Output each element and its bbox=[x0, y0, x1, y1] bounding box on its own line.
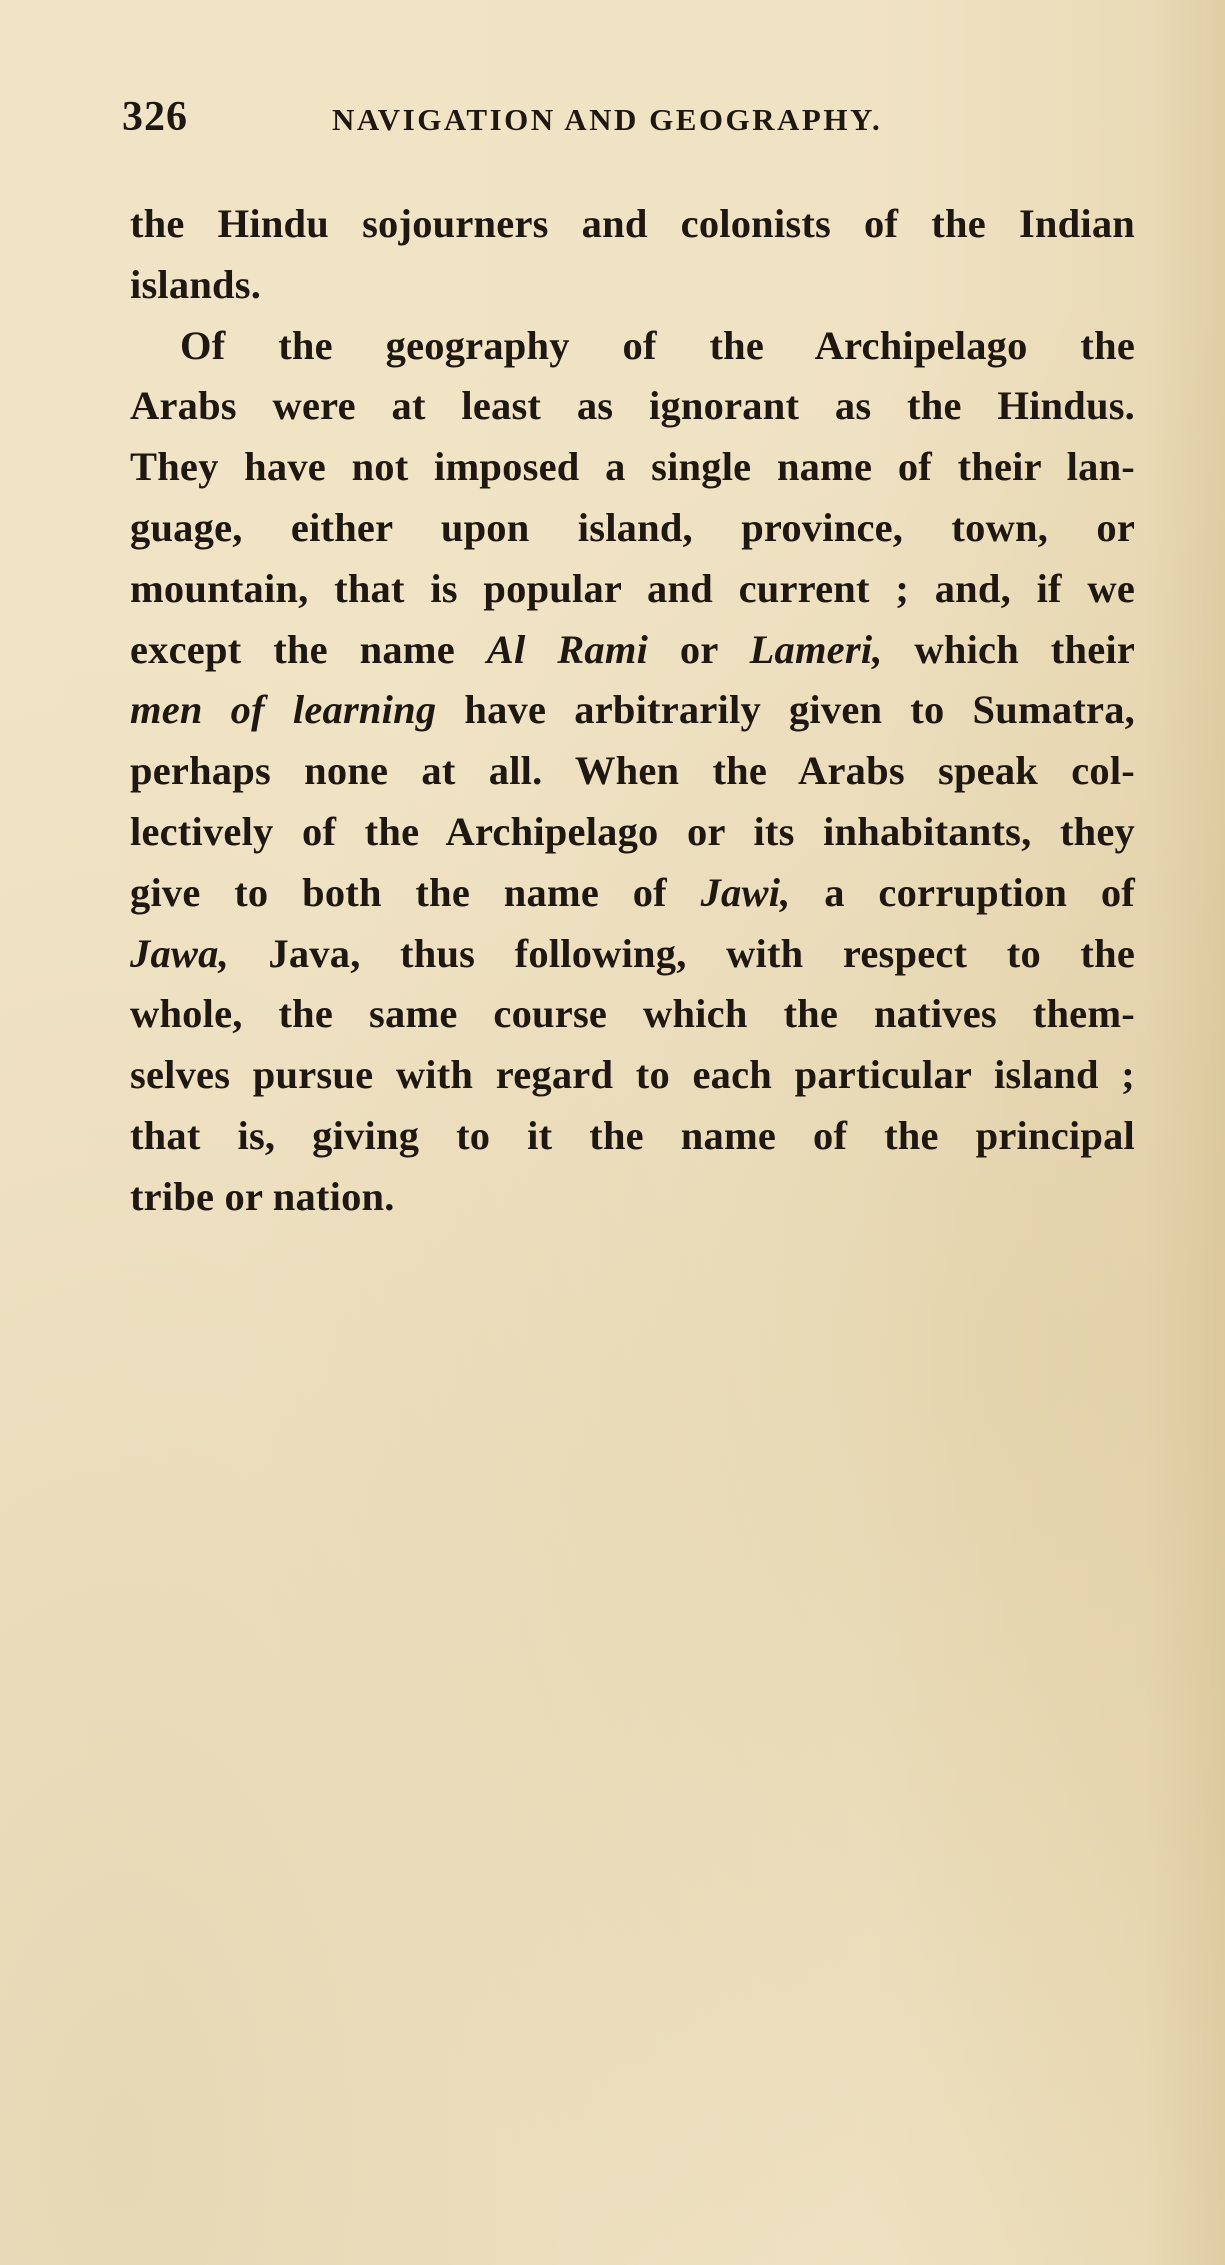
paragraph-first-line: Of the geography of the Archipelago the bbox=[180, 322, 1135, 368]
italic-term-jawi: Jawi, bbox=[700, 869, 791, 915]
text-line: the Hindu sojourners and colonists of the Indian bbox=[130, 201, 1135, 246]
text-line: islands. bbox=[130, 261, 262, 307]
text-run: which their bbox=[882, 626, 1135, 672]
text-run: a corruption of bbox=[790, 869, 1135, 915]
italic-term-lameri: Lameri, bbox=[749, 626, 883, 672]
text-run: give to both the name of bbox=[130, 869, 701, 915]
text-line bbox=[130, 620, 1135, 681]
italic-term-al-rami: Al Rami bbox=[486, 626, 649, 672]
running-head bbox=[122, 92, 1152, 142]
text-run: except the name bbox=[130, 626, 487, 672]
text-line: Arabs were at least as ignorant as the Hindus. bbox=[130, 383, 1135, 429]
text-run: Java, thus following, with respect to the bbox=[228, 930, 1135, 976]
text-line bbox=[130, 924, 1135, 985]
text-line: They have not imposed a single name of their lan- bbox=[130, 444, 1135, 490]
text-line: guage, either upon island, province, town, or bbox=[130, 504, 1135, 550]
text-line: mountain, that is popular and current ; and, if we bbox=[130, 565, 1135, 611]
text-line: perhaps none at all. When the Arabs speak col- bbox=[130, 748, 1135, 794]
text-run: or bbox=[648, 626, 750, 672]
text-line: selves pursue with regard to each particular island ; bbox=[130, 1052, 1135, 1098]
italic-term-jawa: Jawa, bbox=[130, 930, 229, 976]
text-line: tribe or nation. bbox=[130, 1173, 395, 1219]
running-title: NAVIGATION AND GEOGRAPHY. bbox=[332, 102, 883, 137]
text-line bbox=[130, 863, 1135, 924]
text-run: have arbitrarily given to Sumatra, bbox=[436, 687, 1136, 733]
text-line: whole, the same course which the natives them- bbox=[130, 991, 1135, 1037]
body-text bbox=[130, 194, 1135, 1228]
page-edge-shadow bbox=[1145, 0, 1225, 2265]
italic-phrase-men-of-learning: men of learning bbox=[130, 687, 437, 733]
text-line: that is, giving to it the name of the principal bbox=[130, 1112, 1135, 1158]
page-number: 326 bbox=[122, 94, 188, 140]
text-line: lectively of the Archipelago or its inhabitants, they bbox=[130, 808, 1135, 854]
text-line bbox=[130, 680, 1135, 741]
